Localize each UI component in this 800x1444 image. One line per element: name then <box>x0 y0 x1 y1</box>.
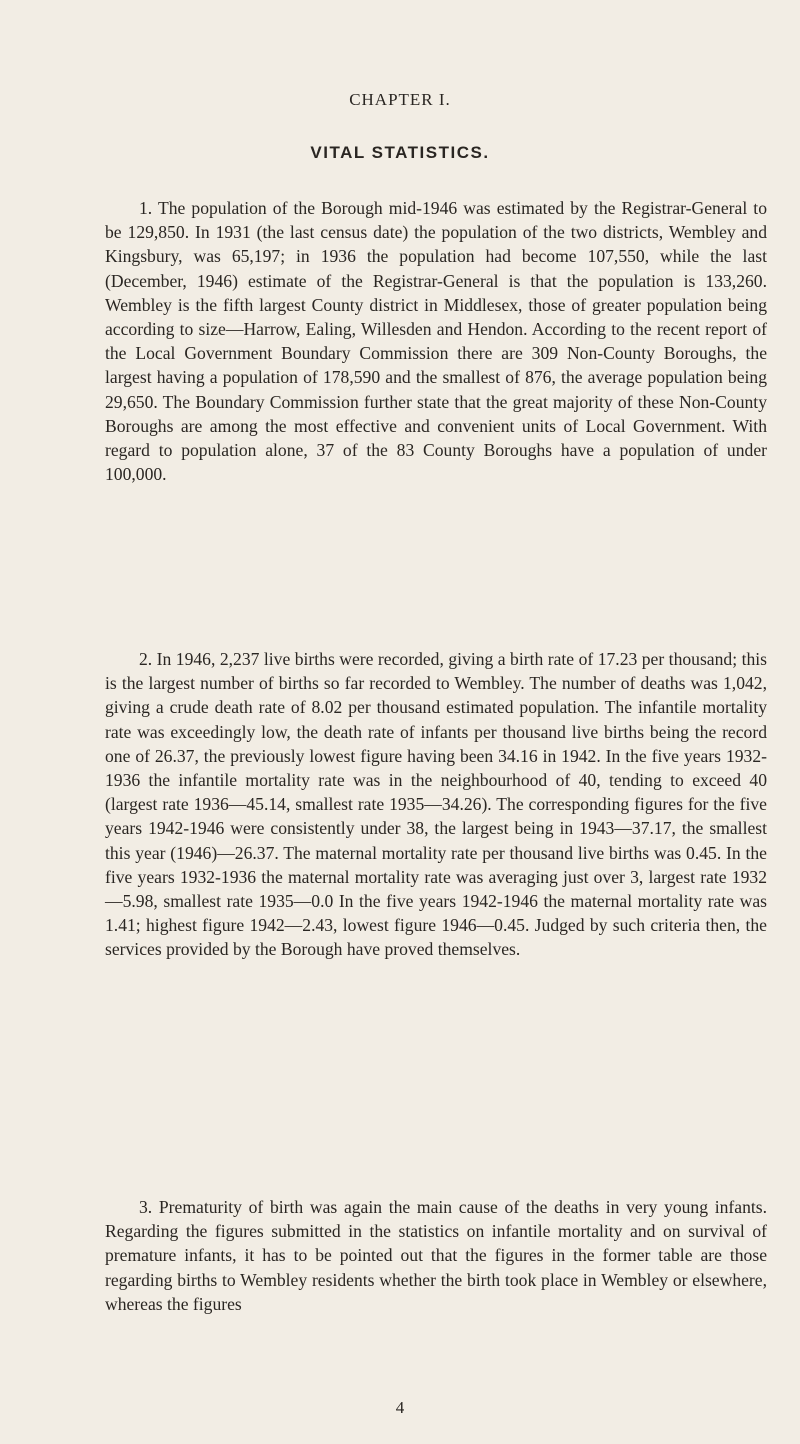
section-title: VITAL STATISTICS. <box>310 143 490 162</box>
chapter-heading: CHAPTER I. <box>349 90 451 109</box>
paragraph-prematurity: 3. Prematurity of birth was again the main cause of the deaths in very young infants. Regarding the figures submitted in the statistics on infantile mortality and on survival of premature infants, it has to be pointed out that the figures in the former table are those regarding births to Wembley residents whether the birth took place in Wembley or elsewhere, whereas the figures <box>105 1197 767 1314</box>
page-number: 4 <box>395 1398 405 1417</box>
paragraph-births-deaths: 2. In 1946, 2,237 live births were recorded, giving a birth rate of 17.23 per thousand; this is the largest number of births so far recorded to Wembley. The number of deaths was 1,042, giving a crude death rate of 8.02 per thousand estimated population. The infantile mortality rate was exceedingly low, the death rate of infants per thousand live births being the record one of 26.37, the previously lowest figure having been 34.16 in 1942. In the five years 1932-1936 the infantile mortality rate was in the neighbourhood of 40, tending to exceed 40 (largest rate 1936—45.14, smallest rate 1935—34.26). The corresponding figures for the five years 1942-1946 were consistently under 38, the largest being in 1943—37.17, the smallest this year (1946)—26.37. The maternal mortality rate per thousand live births was 0.45. In the five years 1932-1936 the maternal mortality rate was averaging just over 3, largest rate 1932—5.98, smallest rate 1935—0.0 In the five years 1942-1946 the maternal mortality rate was 1.41; highest figure 1942—2.43, lowest figure 1946—0.45. Judged by such criteria then, the services provided by the Borough have proved themselves. <box>105 649 767 960</box>
paragraph-population: 1. The population of the Borough mid-1946 was estimated by the Registrar-General to be 129,850. In 1931 (the last census date) the population of the two districts, Wembley and Kingsbury, was 65,197; in 1936 the population had become 107,550, while the last (December, 1946) estimate of the Registrar-General is that the population is 133,260. Wembley is the fifth largest County district in Middlesex, those of greater population being according to size—Harrow, Ealing, Willesden and Hendon. According to the recent report of the Local Government Boundary Commission there are 309 Non-County Boroughs, the largest having a population of 178,590 and the smallest of 876, the average population being 29,650. The Boundary Commission further state that the great majority of these Non-County Boroughs are among the most effective and convenient units of Local Government. With regard to population alone, 37 of the 83 County Boroughs have a population of under 100,000. <box>105 198 767 485</box>
